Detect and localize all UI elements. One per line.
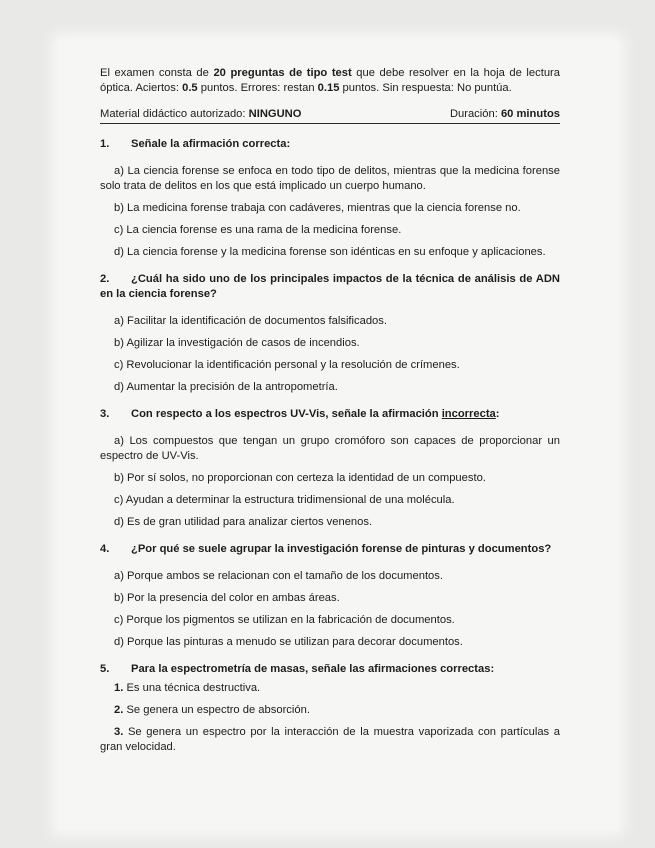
statement-number: 2.	[114, 704, 124, 716]
question-text: Señale la afirmación correcta:	[131, 138, 291, 150]
exam-instructions	[100, 66, 560, 96]
question-heading	[100, 542, 560, 557]
authorized-material	[100, 107, 301, 122]
answer-option: b) Por la presencia del color en ambas áreas.	[114, 592, 340, 604]
statement-text: Se genera un espectro por la interacción de la muestra vaporizada con partículas a gran velocidad.	[100, 726, 560, 753]
exam-content	[100, 66, 560, 767]
answer-option: b) Por sí solos, no proporcionan con certeza la identidad de un compuesto.	[114, 472, 486, 484]
exam-duration	[450, 107, 560, 122]
question-text: ¿Cuál ha sido uno de los principales impactos de la técnica de análisis de ADN en la ciencia forense?	[100, 273, 560, 300]
answer-option: b) Agilizar la investigación de casos de incendios.	[114, 337, 360, 349]
instructions-text: puntos. Errores: restan	[197, 82, 318, 94]
answer-option: a) Los compuestos que tengan un grupo cromóforo son capaces de proporcionar un espectro de UV-Vis.	[100, 435, 560, 462]
question-number: 3.	[100, 408, 110, 420]
statement-2	[114, 703, 560, 718]
question-3	[100, 407, 560, 530]
answer-option: d) Aumentar la precisión de la antropometría.	[114, 381, 338, 393]
question-5	[100, 662, 560, 755]
statement-number: 1.	[114, 682, 124, 694]
question-4	[100, 542, 560, 650]
question-text: :	[495, 408, 500, 420]
instructions-text: El examen consta de	[100, 67, 214, 79]
statement-text: Se genera un espectro de absorción.	[123, 704, 310, 716]
statement-3	[100, 725, 560, 755]
answer-option: d) La ciencia forense y la medicina forense son idénticas en su enfoque y aplicaciones.	[114, 246, 546, 258]
material-label: Material didáctico autorizado:	[100, 108, 249, 120]
question-heading	[100, 272, 560, 302]
material-value: NINGUNO	[248, 108, 302, 120]
answer-option: d) Es de gran utilidad para analizar ciertos venenos.	[114, 516, 373, 528]
question-count: 20 preguntas de tipo test	[213, 67, 352, 79]
question-1	[100, 137, 560, 260]
statement-1	[114, 681, 560, 696]
answer-option: a) Porque ambos se relacionan con el tamaño de los documentos.	[114, 570, 443, 582]
answer-option: c) La ciencia forense es una rama de la medicina forense.	[114, 224, 402, 236]
question-keyword: incorrecta	[441, 408, 496, 420]
statement-text: Es una técnica destructiva.	[123, 682, 261, 694]
statement-number: 3.	[114, 726, 124, 738]
instructions-text: que debe resolver en la hoja de lectura óptica. Aciertos:	[100, 67, 560, 94]
answer-option: a) La ciencia forense se enfoca en todo tipo de delitos, mientras que la medicina forense solo trata de delitos en los que está implicado un cuerpo humano.	[100, 165, 560, 192]
question-number: 1.	[100, 138, 110, 150]
answer-option: d) Porque las pinturas a menudo se utilizan para decorar documentos.	[114, 636, 463, 648]
answer-option: c) Ayudan a determinar la estructura tridimensional de una molécula.	[114, 494, 455, 506]
answer-option: c) Porque los pigmentos se utilizan en la fabricación de documentos.	[114, 614, 455, 626]
answer-option: a) Facilitar la identificación de documentos falsificados.	[114, 315, 387, 327]
answer-option: b) La medicina forense trabaja con cadáveres, mientras que la ciencia forense no.	[114, 202, 521, 214]
question-number: 2.	[100, 273, 110, 285]
question-number: 4.	[100, 543, 110, 555]
question-heading	[100, 662, 560, 677]
question-heading	[100, 137, 560, 152]
duration-value: 60 minutos	[500, 108, 560, 120]
penalty-points: 0.15	[317, 82, 340, 94]
instructions-text: puntos. Sin respuesta: No puntúa.	[339, 82, 512, 94]
question-2	[100, 272, 560, 395]
question-text: ¿Por qué se suele agrupar la investigación forense de pinturas y documentos?	[131, 543, 552, 555]
answer-option: c) Revolucionar la identificación personal y la resolución de crímenes.	[114, 359, 460, 371]
question-heading	[100, 407, 560, 422]
correct-points: 0.5	[182, 82, 198, 94]
question-number: 5.	[100, 663, 110, 675]
question-text: Para la espectrometría de masas, señale las afirmaciones correctas:	[131, 663, 495, 675]
duration-label: Duración:	[449, 108, 501, 120]
question-text: Con respecto a los espectros UV-Vis, señale la afirmación	[131, 408, 442, 420]
exam-meta-row	[100, 107, 560, 124]
